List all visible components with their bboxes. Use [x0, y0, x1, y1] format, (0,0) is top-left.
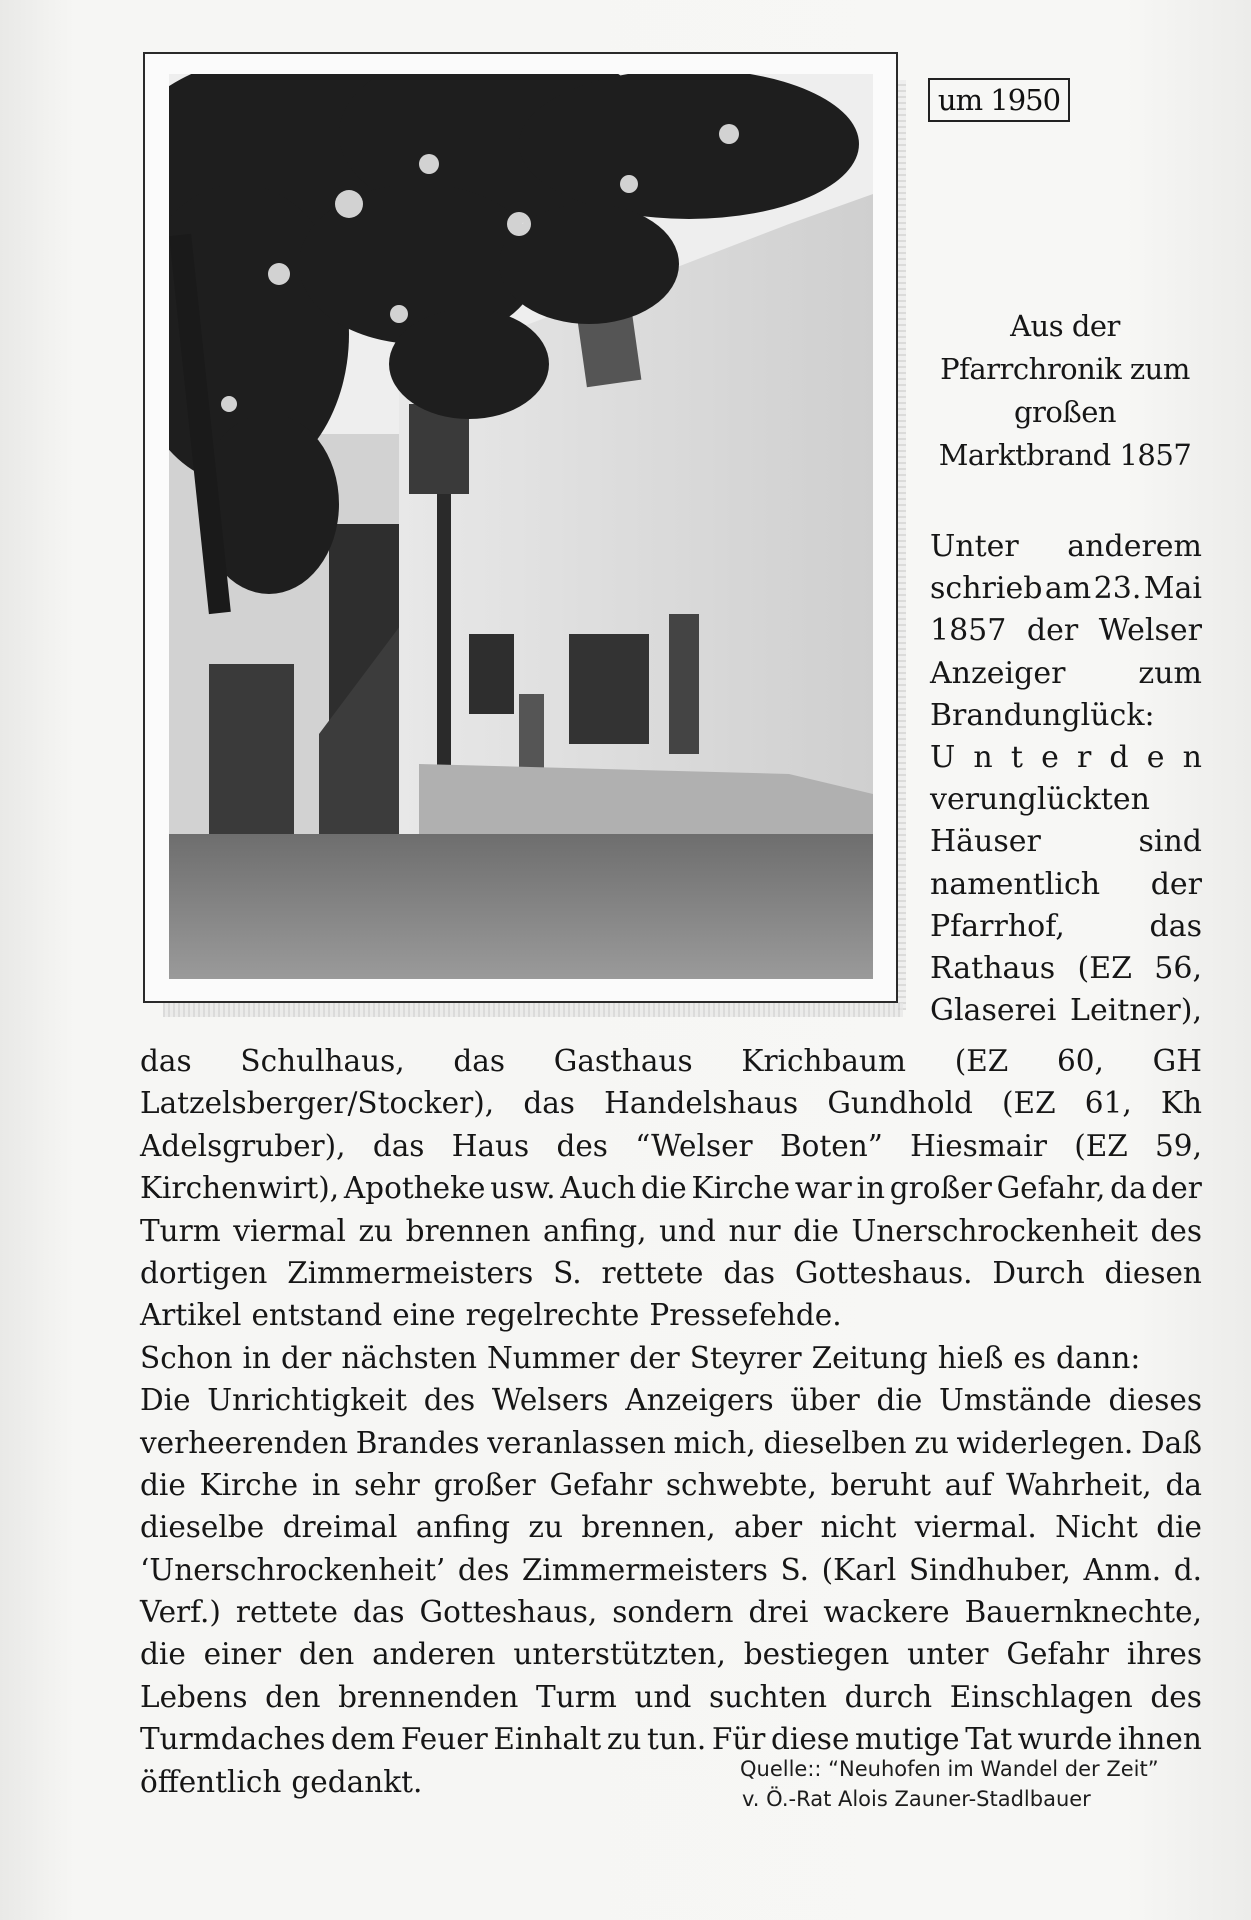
word: suchten	[708, 1679, 827, 1714]
body-text-line	[140, 1125, 1202, 1167]
word: Gefahr	[1006, 1637, 1110, 1672]
word: hieß	[937, 1340, 1004, 1375]
word: den	[265, 1679, 321, 1714]
word: Turmdaches	[140, 1722, 326, 1757]
historic-photo	[169, 74, 873, 979]
word: Umstände	[939, 1383, 1092, 1418]
word: Kirche	[691, 1171, 791, 1206]
word: nicht	[820, 1510, 897, 1545]
word: die	[140, 1467, 186, 1502]
word: Turm	[536, 1679, 617, 1714]
word: 59,	[1155, 1128, 1202, 1163]
word: e	[1041, 739, 1059, 775]
word: das	[1149, 908, 1202, 944]
body-text-line	[140, 1676, 1202, 1718]
word: ‘Unerschrockenheit’	[140, 1552, 446, 1587]
word: der	[280, 1340, 332, 1375]
word: Mai	[1143, 571, 1202, 607]
word: ihres	[1126, 1637, 1202, 1672]
word: regelrechte	[465, 1298, 640, 1333]
side-column-text	[930, 526, 1202, 1032]
word: e	[1146, 739, 1165, 775]
word: d.	[1173, 1552, 1202, 1587]
word: Turm	[140, 1213, 221, 1248]
source-citation	[740, 1754, 1200, 1814]
word: t	[1010, 739, 1023, 775]
word: (Karl	[821, 1552, 897, 1587]
side-text-line	[930, 610, 1202, 652]
word: Lebens	[140, 1679, 248, 1714]
word: widerlegen.	[956, 1425, 1134, 1460]
word: Gefahr	[549, 1467, 653, 1502]
word: veranlassen	[487, 1425, 666, 1460]
word: GH	[1152, 1044, 1202, 1078]
word: dieses	[1108, 1383, 1202, 1418]
word: 23.	[1093, 571, 1142, 607]
word: Gefahr,	[996, 1171, 1106, 1206]
word: Bauernknechte,	[964, 1595, 1202, 1630]
word: einer	[203, 1637, 282, 1672]
word: anderem	[1067, 529, 1202, 564]
word: rettete	[601, 1255, 704, 1290]
word: anfing,	[543, 1213, 647, 1248]
word: zu	[528, 1510, 563, 1545]
section-title-line: Aus der	[1010, 309, 1120, 343]
word: n	[1182, 739, 1202, 775]
word: Leitner),	[1070, 993, 1202, 1029]
word: Zimmermeisters	[521, 1552, 768, 1587]
side-text-line	[930, 864, 1202, 906]
word: Feuer	[400, 1722, 488, 1757]
word: am	[1044, 571, 1092, 607]
word: des	[1150, 1213, 1202, 1248]
body-text-line	[140, 1082, 1202, 1124]
word: (EZ	[1074, 1128, 1128, 1163]
word: es	[1013, 1340, 1046, 1375]
word: 61,	[1084, 1086, 1132, 1121]
word: zum	[1138, 655, 1202, 691]
word: das	[453, 1044, 506, 1078]
body-text-line	[140, 1210, 1202, 1252]
word: der	[1026, 613, 1079, 649]
word: sehr	[354, 1467, 420, 1502]
word: das	[723, 1255, 775, 1290]
word: das	[140, 1044, 192, 1078]
word: das	[372, 1128, 425, 1163]
word: auf	[944, 1467, 993, 1502]
word: und	[634, 1679, 692, 1714]
source-line-title: Quelle:: “Neuhofen im Wandel der Zeit”	[740, 1757, 1159, 1781]
word: namentlich	[930, 866, 1101, 902]
body-text-line	[140, 1506, 1202, 1548]
section-title-line: großen	[1013, 395, 1117, 429]
body-text-line	[140, 1337, 1202, 1379]
side-text-line	[930, 821, 1202, 863]
body-text-line	[140, 1549, 1202, 1591]
word: dortigen	[140, 1255, 268, 1290]
word: (EZ	[1077, 950, 1132, 986]
word: Nummer	[486, 1340, 620, 1375]
word: Zimmermeisters	[287, 1255, 534, 1290]
word: Gundhold	[827, 1086, 973, 1121]
word: viermal	[233, 1213, 346, 1248]
word: Kirchenwirt),	[140, 1171, 340, 1206]
word: gedankt.	[291, 1764, 423, 1799]
word: unter	[907, 1637, 989, 1672]
word: Welser	[1098, 613, 1202, 649]
word: Unerschrockenheit	[851, 1213, 1138, 1248]
word: Handelshaus	[604, 1086, 799, 1121]
word: Die	[140, 1383, 191, 1418]
body-text-line	[140, 1464, 1202, 1506]
body-text-line	[140, 1040, 1202, 1082]
body-text-line	[140, 1422, 1202, 1464]
word: Wahrheit,	[1006, 1467, 1152, 1502]
word: Brandes	[355, 1425, 480, 1460]
word: sind	[1138, 824, 1202, 860]
word: Tat	[965, 1722, 1013, 1757]
word: schwebte,	[665, 1467, 817, 1502]
side-text-line	[930, 737, 1202, 779]
word: 56,	[1154, 950, 1202, 986]
word: dann:	[1055, 1340, 1141, 1375]
word: eine	[392, 1298, 456, 1333]
word: Sindhuber,	[908, 1552, 1071, 1587]
word: Brandunglück:	[930, 697, 1155, 733]
word: (EZ	[954, 1044, 1009, 1078]
word: zu	[914, 1425, 949, 1460]
word: Unrichtigkeit	[207, 1383, 407, 1418]
word: nur	[728, 1213, 781, 1248]
word: Gotteshaus,	[419, 1595, 598, 1630]
word: nächsten	[341, 1340, 477, 1375]
word: Nicht	[1055, 1510, 1138, 1545]
word: Anm.	[1083, 1552, 1162, 1587]
word: Häuser	[930, 824, 1041, 860]
word: 1857	[930, 613, 1007, 649]
word: des	[556, 1128, 608, 1163]
word: Hiesmair	[910, 1128, 1047, 1163]
word: Einhalt	[493, 1722, 602, 1757]
word: r	[1076, 739, 1092, 775]
date-label: um 1950	[928, 78, 1070, 122]
side-text-line	[930, 568, 1202, 610]
side-text-line	[930, 779, 1202, 821]
word: in	[242, 1340, 271, 1375]
word: rettete	[235, 1595, 338, 1630]
word: brennen	[405, 1213, 531, 1248]
word: des	[1150, 1679, 1202, 1714]
body-text-line	[140, 1379, 1202, 1421]
word: beruht	[830, 1467, 931, 1502]
word: Auch	[560, 1171, 637, 1206]
word: anderen	[372, 1637, 496, 1672]
word: in	[311, 1467, 341, 1502]
side-text-line	[930, 653, 1202, 695]
word: Kirche	[199, 1467, 299, 1502]
word: in	[856, 1171, 886, 1206]
word: wurde	[1017, 1722, 1113, 1757]
word: 60,	[1057, 1044, 1104, 1078]
word: brennen,	[581, 1510, 716, 1545]
word: Welsers	[491, 1383, 609, 1418]
word: da	[1165, 1467, 1202, 1502]
side-text-line	[930, 526, 1202, 568]
side-text-line	[930, 906, 1202, 948]
word: anfing	[415, 1510, 510, 1545]
word: Pfarrhof,	[930, 908, 1065, 944]
word: Gotteshaus.	[794, 1255, 973, 1290]
word: zu	[606, 1722, 642, 1757]
word: “Welser	[635, 1128, 753, 1163]
word: großer	[433, 1467, 536, 1502]
word: der	[629, 1340, 680, 1375]
word: viermal.	[914, 1510, 1037, 1545]
word: Zeitung	[811, 1340, 928, 1375]
word: zu	[358, 1213, 394, 1248]
source-line-author: v. Ö.-Rat Alois Zauner-Stadlbauer	[742, 1787, 1091, 1811]
word: entstand	[251, 1298, 383, 1333]
word: diesen	[1104, 1255, 1202, 1290]
word: Kh	[1160, 1086, 1202, 1121]
body-text-line	[140, 1633, 1202, 1675]
word: der	[1150, 866, 1202, 902]
word: und	[659, 1213, 716, 1248]
section-title-line: Marktbrand 1857	[938, 438, 1192, 472]
side-text-line	[930, 695, 1202, 737]
word: das	[523, 1086, 575, 1121]
word: Pressefehde.	[649, 1298, 842, 1333]
word: war	[794, 1171, 852, 1206]
word: durch	[844, 1679, 933, 1714]
side-text-line	[930, 990, 1202, 1032]
word: großer	[889, 1171, 992, 1206]
word: aber	[734, 1510, 803, 1545]
word: dem	[330, 1722, 396, 1757]
word: Artikel	[140, 1298, 242, 1333]
word: Gasthaus	[553, 1044, 693, 1078]
section-title	[930, 305, 1200, 477]
word: der	[1151, 1171, 1202, 1206]
photo-shadow-bottom	[163, 1003, 903, 1017]
word: Für	[711, 1722, 766, 1757]
body-text-line	[140, 1167, 1202, 1209]
word: unterstützten,	[513, 1637, 726, 1672]
word: die	[876, 1383, 923, 1418]
word: Anzeiger	[930, 655, 1066, 691]
word: wackere	[823, 1595, 950, 1630]
word: die	[140, 1637, 186, 1672]
body-text-line	[140, 1294, 1202, 1336]
word: sondern	[612, 1595, 734, 1630]
word: Latzelsberger/Stocker),	[140, 1086, 495, 1121]
word: Schulhaus,	[240, 1044, 405, 1078]
word: die	[640, 1171, 687, 1206]
word: (EZ	[1002, 1086, 1056, 1121]
word: Verf.)	[140, 1595, 221, 1630]
word: brennenden	[338, 1679, 519, 1714]
word: mutige	[855, 1722, 960, 1757]
word: usw.	[490, 1171, 556, 1206]
word: Glaserei	[930, 993, 1057, 1029]
word: Apotheke	[343, 1171, 486, 1206]
word: S.	[553, 1255, 582, 1290]
word: d	[1109, 739, 1129, 775]
word: die	[1156, 1510, 1202, 1545]
word: den	[298, 1637, 355, 1672]
word: Unter	[930, 529, 1019, 564]
word: ihnen	[1118, 1722, 1202, 1757]
word: Adelsgruber),	[140, 1128, 346, 1163]
word: Haus	[451, 1128, 530, 1163]
word: dieselben	[763, 1425, 907, 1460]
word: die	[793, 1213, 839, 1248]
body-text-line	[140, 1591, 1202, 1633]
word: öffentlich	[140, 1764, 282, 1799]
photo-church-wall-illustration	[169, 74, 873, 979]
photo-shadow-right	[898, 80, 906, 1010]
word: bestiegen	[743, 1637, 890, 1672]
word: des	[423, 1383, 476, 1418]
word: Durch	[992, 1255, 1085, 1290]
word: dreimal	[282, 1510, 398, 1545]
word: S.	[780, 1552, 810, 1587]
word: diese	[771, 1722, 850, 1757]
side-text-line	[930, 948, 1202, 990]
word: Rathaus	[930, 950, 1056, 986]
word: schrieb	[930, 571, 1043, 607]
word: verheerenden	[140, 1425, 349, 1460]
section-title-line: Pfarrchronik zum	[940, 352, 1190, 386]
word: des	[457, 1552, 510, 1587]
word: da	[1110, 1171, 1147, 1206]
word: mich,	[673, 1425, 756, 1460]
word: über	[790, 1383, 860, 1418]
word: Steyrer	[689, 1340, 802, 1375]
word: Boten”	[779, 1128, 883, 1163]
word: tun.	[647, 1722, 707, 1757]
word: Einschlagen	[949, 1679, 1133, 1714]
main-body-text	[140, 1040, 1202, 1803]
word: das	[352, 1595, 405, 1630]
word: Schon	[140, 1340, 233, 1375]
word: Daß	[1140, 1425, 1202, 1460]
body-text-line	[140, 1252, 1202, 1294]
word: drei	[748, 1595, 809, 1630]
word: dieselbe	[140, 1510, 265, 1545]
word: U	[930, 739, 956, 775]
historic-photo-frame	[143, 52, 898, 1003]
word: n	[973, 739, 993, 775]
word: Krichbaum	[741, 1044, 906, 1078]
word: verunglückten	[930, 782, 1150, 818]
word: Anzeigers	[625, 1383, 774, 1418]
